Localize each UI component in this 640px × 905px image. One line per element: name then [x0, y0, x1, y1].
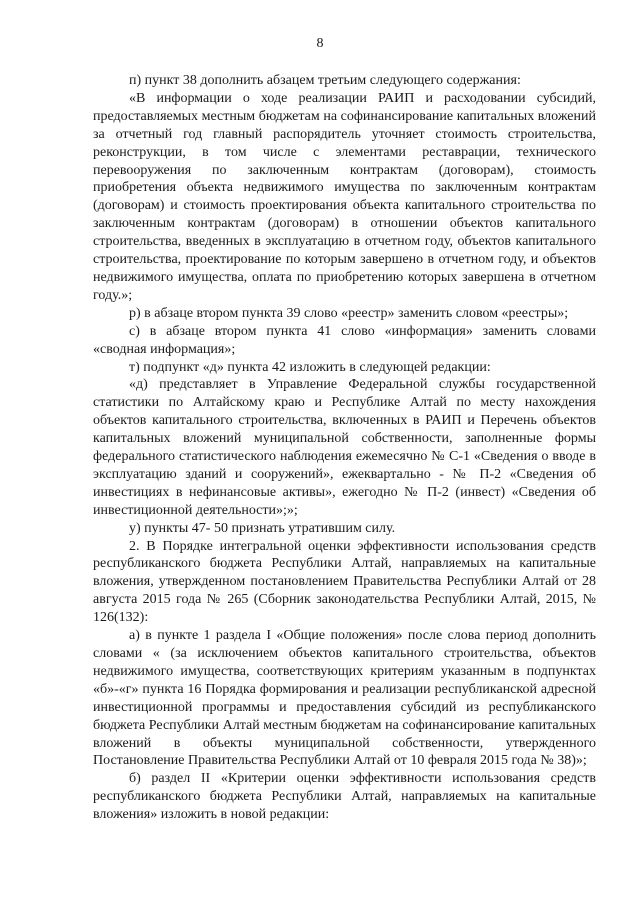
paragraph-t-item-42: т) подпункт «д» пункта 42 изложить в следующей редакции:: [129, 359, 491, 375]
paragraph-section-2-integral-assessment: 2. В Порядке интегральной оценки эффективности использования средств республиканского бюджета Республики Алтай, направляемых на капитальные вложения, утвержденном постановлением Правительства Республики Алтай от 28 августа 2015 года № 265 (Сборник законодательства Республики Алтай, 2015, № 126(132):: [93, 538, 596, 626]
paragraph-p-item-38: п) пункт 38 дополнить абзацем третьим следующего содержания:: [129, 73, 521, 88]
paragraph-a-item-1-section-1: а) в пункте 1 раздела I «Общие положения» после слова период дополнить словами « (за исключением объектов капитального строительства, объектов недвижимого имущества, соответствующих критериям указанным в подпунктах «б»-«г» пункта 16 Порядка формирования и реализации республиканской адресной инвестиционной программы и предоставления субсидий из республиканского бюджета Республики Алтай местным бюджетам на софинансирование капитальных вложений в объекты муниципальной собственности, утвержденного Постановление Правительства Республики Алтай от 10 февраля 2015 года № 38)»;: [93, 628, 596, 769]
paragraph-r-item-39: р) в абзаце втором пункта 39 слово «реестр» заменить словом «реестры»;: [129, 305, 569, 321]
paragraph-d-statistics-quote: «д) представляет в Управление Федеральной службы государственной статистики по Алтайскому краю и Республике Алтай по месту нахождения объектов капитального строительства, включенных в РАИП и Перечень объектов капитальных вложений муниципальной собственности, заполненные формы федерального статистического наблюдения ежемесячно № С-1 «Сведения о вводе в эксплуатацию зданий и сооружений», ежеквартально - № П-2 «Сведения об инвестициях в нефинансовые активы», ежегодно № П-2 (инвест) «Сведения об инвестиционной деятельности»;»;: [93, 377, 596, 518]
paragraph-b-section-2-criteria: б) раздел II «Критерии оценки эффективности использования средств республиканского бюджета Республики Алтай, направляемых на капитальные вложения» изложить в новой редакции:: [93, 771, 596, 823]
paragraph-u-items-47-50: у) пункты 47- 50 признать утратившим силу.: [129, 520, 396, 536]
paragraph-raip-information-quote: «В информации о ходе реализации РАИП и расходовании субсидий, предоставляемых местным бюджетам на софинансирование капитальных вложений за отчетный год главный распорядитель уточняет стоимость строительства, реконструкции, в том числе с элементами реставрации, технического перевооружения по заключенным контрактам (договорам), стоимость приобретения объекта недвижимого имущества по заключенным контрактам (договорам) и стоимость проектирования объекта капитального строительства по заключенным контрактам (договорам) в отношении объектов капитального строительства, введенных в эксплуатацию в отчетном году, объектов капитального строительства, проектирование по которым завершено в отчетном году, и объектов недвижимого имущества, оплата по приобретению которых завершена в отчетном году.»;: [93, 90, 596, 303]
document-body: [93, 72, 596, 824]
page-number: 8: [316, 36, 324, 51]
paragraph-s-item-41: с) в абзаце втором пункта 41 слово «информация» заменить словами «сводная информация»;: [93, 323, 596, 357]
